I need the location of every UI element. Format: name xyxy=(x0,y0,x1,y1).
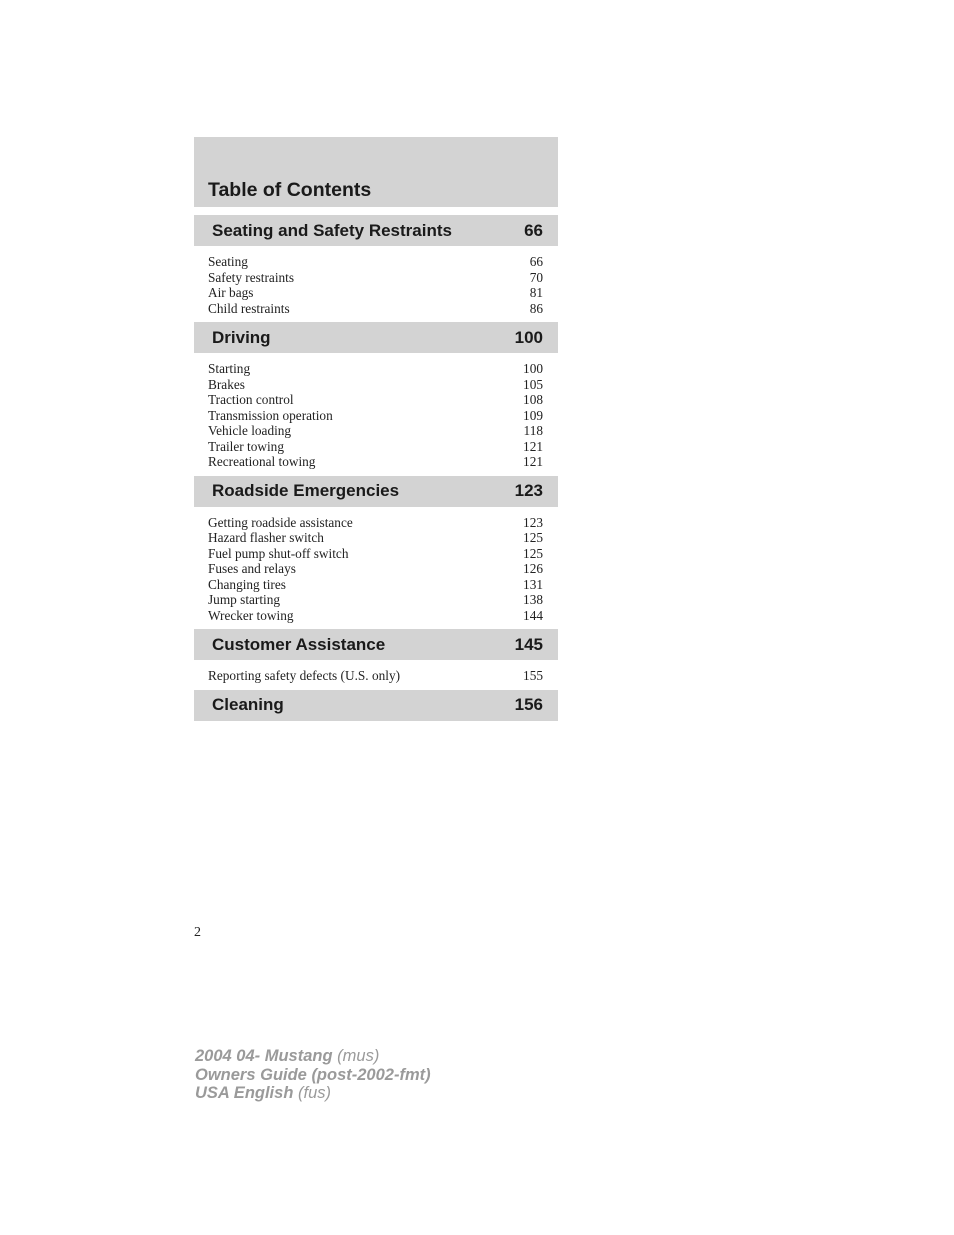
entry-page: 70 xyxy=(529,269,543,285)
toc-entry[interactable] xyxy=(208,361,543,377)
toc-entry[interactable] xyxy=(208,608,543,624)
toc-entry[interactable] xyxy=(208,392,543,408)
section-page: 145 xyxy=(514,634,543,654)
entry-label: Jump starting xyxy=(208,592,281,607)
entry-label: Starting xyxy=(208,361,251,376)
toc-section-heading[interactable] xyxy=(194,215,558,246)
toc-entry[interactable] xyxy=(208,561,543,577)
toc-entry[interactable] xyxy=(208,301,543,317)
toc-entry[interactable] xyxy=(208,377,543,393)
toc-sections xyxy=(194,215,558,721)
entry-label: Trailer towing xyxy=(208,438,284,454)
footer-guide: Owners Guide (post-2002-fmt) xyxy=(195,1065,431,1084)
entry-label: Child restraints xyxy=(208,300,290,316)
entry-page: 131 xyxy=(523,576,543,592)
page-number: 2 xyxy=(194,925,201,940)
entry-label: Vehicle loading xyxy=(208,423,292,438)
toc-entry[interactable] xyxy=(208,577,543,593)
section-page: 123 xyxy=(514,481,543,500)
entry-page: 108 xyxy=(523,392,543,407)
entry-page: 81 xyxy=(529,285,543,300)
entry-label: Brakes xyxy=(208,376,245,392)
entry-page: 121 xyxy=(523,454,543,469)
entry-label: Changing tires xyxy=(208,576,286,592)
footer-line-language xyxy=(195,1084,431,1103)
footer-language-code: (fus) xyxy=(298,1084,331,1102)
section-title: Customer Assistance xyxy=(212,634,386,654)
document-footer xyxy=(195,1047,431,1103)
entry-label: Traction control xyxy=(208,392,294,407)
toc-entry[interactable] xyxy=(208,530,543,546)
toc-header xyxy=(194,137,558,207)
entry-page: 125 xyxy=(523,530,543,545)
toc-entry[interactable] xyxy=(208,668,543,684)
toc-entry-list xyxy=(194,507,558,630)
toc-section-heading[interactable] xyxy=(194,629,558,660)
section-title: Roadside Emergencies xyxy=(212,481,400,500)
entry-page: 118 xyxy=(523,423,543,438)
toc-entry[interactable] xyxy=(208,423,543,439)
toc-entry[interactable] xyxy=(208,592,543,608)
entry-label: Hazard flasher switch xyxy=(208,530,324,545)
toc-entry-list xyxy=(194,660,558,690)
footer-line-model xyxy=(195,1047,431,1066)
entry-page: 105 xyxy=(523,376,543,392)
entry-label: Seating xyxy=(208,254,248,269)
toc-entry[interactable] xyxy=(208,285,543,301)
toc-entry-list xyxy=(194,246,558,322)
section-title: Cleaning xyxy=(212,695,284,714)
entry-label: Fuel pump shut-off switch xyxy=(208,545,349,561)
toc-entry[interactable] xyxy=(208,515,543,531)
footer-model: 2004 04- Mustang xyxy=(195,1047,333,1065)
toc-section-heading[interactable] xyxy=(194,476,558,507)
footer-model-code: (mus) xyxy=(337,1047,380,1065)
entry-page: 125 xyxy=(523,545,543,561)
toc-section-heading[interactable] xyxy=(194,322,558,353)
toc-entry-list xyxy=(194,353,558,476)
section-page: 100 xyxy=(514,327,543,347)
entry-page: 121 xyxy=(523,438,543,454)
entry-page: 86 xyxy=(529,300,543,316)
entry-label: Safety restraints xyxy=(208,269,295,285)
toc-title: Table of Contents xyxy=(208,179,372,201)
footer-line-guide xyxy=(195,1066,431,1085)
toc-entry[interactable] xyxy=(208,454,543,470)
entry-label: Air bags xyxy=(208,285,254,300)
toc-entry[interactable] xyxy=(208,439,543,455)
section-title: Driving xyxy=(212,327,271,347)
entry-label: Fuses and relays xyxy=(208,561,296,576)
spacer xyxy=(194,207,558,215)
entry-label: Reporting safety defects (U.S. only) xyxy=(208,668,401,683)
entry-label: Recreational towing xyxy=(208,454,316,469)
entry-page: 144 xyxy=(523,607,543,623)
section-page: 66 xyxy=(524,220,543,240)
entry-page: 100 xyxy=(523,361,543,376)
toc-entry[interactable] xyxy=(208,254,543,270)
toc-entry[interactable] xyxy=(208,546,543,562)
entry-page: 155 xyxy=(523,668,543,683)
entry-label: Transmission operation xyxy=(208,407,333,423)
entry-page: 109 xyxy=(523,407,543,423)
entry-label: Wrecker towing xyxy=(208,607,294,623)
entry-page: 123 xyxy=(523,514,543,530)
entry-page: 66 xyxy=(529,254,543,269)
section-title: Seating and Safety Restraints xyxy=(212,220,452,240)
toc-entry[interactable] xyxy=(208,270,543,286)
footer-language: USA English xyxy=(195,1084,294,1102)
entry-page: 126 xyxy=(523,561,543,576)
table-of-contents xyxy=(194,137,558,721)
section-page: 156 xyxy=(514,695,543,714)
entry-page: 138 xyxy=(523,592,543,607)
toc-entry[interactable] xyxy=(208,408,543,424)
toc-section-heading[interactable] xyxy=(194,690,558,721)
entry-label: Getting roadside assistance xyxy=(208,514,353,530)
